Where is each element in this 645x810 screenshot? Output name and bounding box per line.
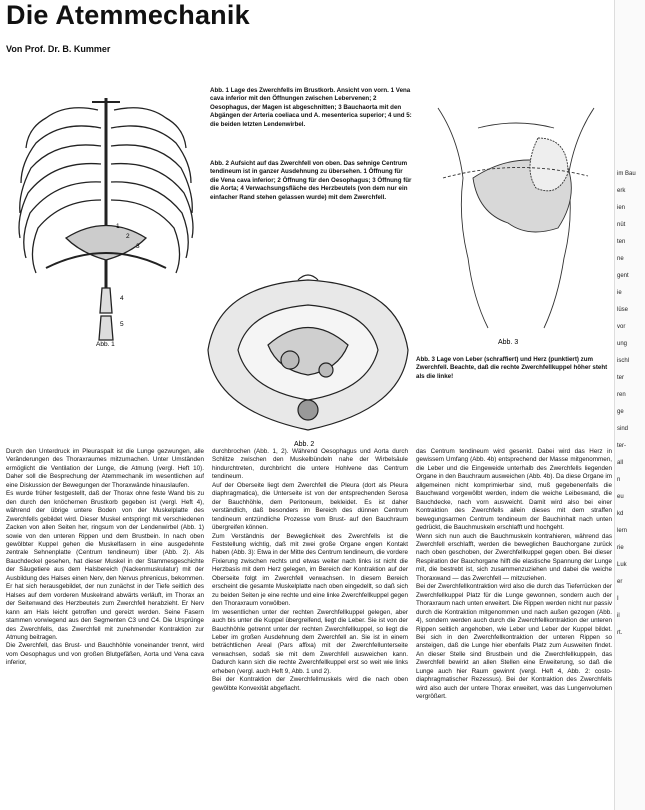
strip-fragment: all — [617, 460, 624, 466]
strip-fragment: gent — [617, 273, 629, 279]
strip-fragment: kd — [617, 511, 624, 517]
figure-abb2-diaphragm — [198, 250, 416, 450]
strip-fragment: n — [617, 477, 621, 483]
strip-fragment: im Bau — [617, 171, 636, 177]
strip-fragment: sind — [617, 426, 629, 432]
col1-paragraph: Die Zwerchfell, das Brust- und Bauchhöhle voneinander trennt, wird vom Oesophagus und von großen Blutgefäßen, Aorta und Vena cava inferior, — [6, 642, 204, 667]
abb3-label: Abb. 3 — [498, 339, 519, 346]
strip-fragment: ne — [617, 256, 624, 262]
strip-fragment: il — [617, 613, 620, 619]
caption-abb2: Abb. 2 Aufsicht auf das Zwerchfell von oben. Das sehnige Centrum tendineum ist in ganzer Ausdehnung zu übersehen. 1 Öffnung für die Vena cava inferior; 2 Öffnung für den Oesophagus; 3 Öffnung für die Aorta; 4 Verwachsungsfläche des Herzbeutels (von dem nur ein einfacher Rand stehen gelassen wurde) mit dem Zwerchfell. — [210, 160, 412, 201]
col3-paragraph: Bei der Zwerchfellkontraktion wird also die durch das Tieferrücken der Zwerchfellkuppel Platz für die Lunge gewonnen, sondern auch der Thoraxraum nach unten erweitert. Die Rippen werden nicht nur passiv durch die Kontraktion mitgenommen und nach außen gezogen (Abb. 4), sondern werden auch durch die Zwerchfellkontraktion der unteren Rippen seitlich angehoben, wie Leber und Leber der Kuppel bildet. Bei sich in den Zwerchfellkontraktion der unteren Rippen so ansteigen, daß die Lunge hier ebenfalls Platz zum Ausweiten findet. An dieser Stelle sind Brustbein und die Zwerchfellkuppeln, das Zwerchfell bewirkt an allen Stellen eine Erweiterung, so daß die Lunge auch hier Raum gewinnt (vergl. Heft 4, Abb. 2: costo-diaphragmatischer Rezessus). Bei der Kontraktion des Zwerchfells wird also auch der untere Thorax erweitert, was das Lungenvolumen vergrößert. — [416, 583, 612, 701]
caption-abb1: Abb. 1 Lage des Zwerchfells im Brustkorb. Ansicht von vorn. 1 Vena cava inferior mit den Öffnungen zwischen Lebervenen; 2 Oesophagus, der Magen ist abgeschnitten; 3 Bauchaorta mit den Abgängen der Arteria coeliaca und A. mesenterica superior; 4 und 5: die beiden letzten Lendenwirbel. — [210, 87, 412, 128]
figure-abb1-ribcage — [6, 88, 206, 348]
strip-fragment: lüse — [617, 307, 629, 313]
text-column-3 — [416, 448, 612, 808]
strip-fragment: ten — [617, 239, 626, 245]
strip-fragment: rie — [617, 545, 624, 551]
col2-paragraph: Bei der Kontraktion der Zwerchfellmuskels wird die nach oben gewölbte Konvexität abgeflacht. — [212, 676, 408, 692]
text-column-2 — [212, 448, 408, 808]
col2-paragraph: Auf der Oberseite liegt dem Zwerchfell die Pleura (dort als Pleura diaphragmatica), die Unterseite ist von der entsprechenden Serosa der Bauchhöhle, dem Peritoneum, bekleidet. Es ist daher verständlich, daß besonders im Bereich des dünnen Centrum tendineum entzündliche Prozesse vom Brust- auf den Bauchraum übergreifen können. — [212, 481, 408, 532]
strip-fragment: ischl — [617, 358, 630, 364]
strip-fragment: ung — [617, 341, 628, 347]
adjacent-page-strip — [614, 0, 645, 810]
strip-fragment: rt. — [617, 630, 623, 636]
abb2-label: Abb. 2 — [294, 441, 315, 448]
strip-fragment: ren — [617, 392, 626, 398]
strip-fragment: I — [617, 596, 619, 602]
strip-fragment: ge — [617, 409, 624, 415]
abb1-number-5: 5 — [120, 321, 124, 328]
col2-paragraph: Zum Verständnis der Beweglichkeit des Zwerchfells ist die Feststellung wichtig, daß mit zwei große Organe engen Kontakt haben (Abb. 3): Etwa in der Mitte des Centrum tendineum, die vordere Fixierung zwischen rechts und etwas weiter nach links ist nicht die Herzbasis mit dem Herz gelegen, im Bereich der Kontraktion auf der Oberseite folgt im Zwerchfell verwachsen. In diesem Bereich erscheint die gesamte Muskelplatte nach oben eingedellt, so daß sich zu beiden Seiten je eine rechte und eine linke Zwerchfellkuppel gegen den Thoraxraum vorwölben. — [212, 532, 408, 608]
strip-fragment: vor — [617, 324, 626, 330]
abb1-number-2: 2 — [126, 233, 130, 240]
strip-fragment: eu — [617, 494, 624, 500]
strip-fragment: ter — [617, 375, 625, 381]
page-title: Die Atemmechanik — [6, 0, 250, 30]
strip-fragment: erk — [617, 188, 626, 194]
text-column-1 — [6, 448, 204, 808]
figure-abb3-torso — [418, 88, 614, 348]
col1-paragraph: Es wurde früher festgestellt, daß der Thorax ohne feste Wand bis zu den durch den knöchernen Brustkorb gegeben ist (vergl. Heft 4), während der übrige untere Boden von der Muskelplatte des Zwerchfells gebildet wird. Dieser Muskel entspringt mit verschiedenen Zacken von allen Seiten her, ringsum von der Lendenwirbel (Abb. 1) sowie von den unteren Rippen und dem Brustbein. In nach oben gewölbter Kuppel gehen die Muskelfasern in eine ausgedehnte zentrale Sehnenplatte (Centrum tendineum) über (Abb. 2). Als Bauchdeckel gesehen, hat dieser Muskel in der Stammesgeschichte der Säugetiere aus dem Halsbereich (Nackenmuskulatur) mit der Ausbildung des Halses einen Nerv, den Nervus phrenicus, bekommen. Er hat sich herausgebildet, der nun zunächst in der Tiefe seitlich des Halses auf dem vorderen Muskelrand abwärts verläuft, im Thorax an der Seitenwand des Herzbeutels zum Zwerchfell herabzieht. Er Nerv kann am Hals leicht getroffen und gereizt werden. Seine Fasern stammen vorwiegend aus den Segmenten C3 und C4. Die Ursprünge des Zwerchfells, das Zwerchfell mit zunehmender Kontraktion zur Atmung beitragen. — [6, 490, 204, 641]
author-line: Von Prof. Dr. B. Kummer — [6, 44, 111, 54]
strip-fragment: ie — [617, 290, 622, 296]
col3-paragraph: das Centrum tendineum wird gesenkt. Dabei wird das Herz in gewissem Umfang (Abb. 4b) entsprechend der Masse mitgenommen, die Leber und die Eingeweide unterhalb des Zwerchfells liegenden Organe in den Bauchraum ausweichen (Abb. 4b). Da diese Organe im allgemeinen nicht komprimierbar sind, muß gegebenenfalls die Bauchwand vorgewölbt werden, indem die weiche Leibeswand, die Bauchdecke, nach vorn ausweicht. Damit wird also bei einer Kontraktion des Zwerchfells allein dieses mit dem straffen bewegungsarmen Centrum tendineum der Bauchinhalt nach unten gedrückt, die Bauchmuskeln erschlafft und hochgeht. — [416, 448, 612, 532]
abb1-number-1: 1 — [116, 223, 120, 230]
abb1-number-4: 4 — [120, 295, 124, 302]
strip-fragment: ien — [617, 205, 626, 211]
strip-fragment: lern — [617, 528, 628, 534]
caption-abb3: Abb. 3 Lage von Leber (schraffiert) und Herz (punktiert) zum Zwerchfell. Beachte, daß die rechte Zwerchfellkuppel höher steht als die linke! — [416, 356, 608, 380]
abb1-label: Abb. 1 — [96, 341, 115, 348]
abb1-number-3: 3 — [136, 243, 140, 250]
strip-fragment: ter- — [617, 443, 626, 449]
col2-paragraph: durchbrochen (Abb. 1, 2). Während Oesophagus und Aorta durch Schlitze zwischen den Muskelbündeln nahe der Wirbelsäule hindurchtreten, durchbricht die untere Hohlvene das Centrum tendineum. — [212, 448, 408, 481]
col2-paragraph: Im wesentlichen unter der rechten Zwerchfellkuppel gelegen, aber auch bis unter die Kuppel übergreifend, liegt die Leber. Sie ist von der Bauchhöhle getrennt unter der rechten Zwerchfellkuppel, so liegt die Leber im großen Ausdehnung dem Zwerchfell an. Sie ist in einem beträchtlichen Areal (Pars affixa) mit der Zwerchfellunterseite verwachsen, sodaß sie mit dem Zwerchfell ausweichen kann. Dadurch kann sich die rechte Zwerchfellkuppel erst so weit wie links erheben (vergl. auch Heft 9, Abb. 1 und 2). — [212, 608, 408, 675]
strip-fragment: Luk — [617, 562, 627, 568]
col1-paragraph: Durch den Unterdruck im Pleuraspalt ist die Lunge gezwungen, alle Veränderungen des Thoraxraumes mitzumachen. Unter Umständen ermöglicht die Ventilation der Lunge, die Atmung (vergl. Heft 10). Daher soll die Besprechung der Atemmechanik im wesentlichen auf eine Diskussion der Bewegungen der Thoraxwände hinauslaufen. — [6, 448, 204, 489]
strip-fragment: er — [617, 579, 623, 585]
strip-fragment: nüt — [617, 222, 626, 228]
col3-paragraph: Wenn sich nun auch die Bauchmuskeln kontrahieren, während das Zwerchfell erschlafft, werden die beweglichen Bauchorgane zurück nach oben geschoben, der Zwerchfellkuppel gegen oben. Bei dieser Respiration der Bauchorgane hilft die elastische Spannung der Lunge mit, die bestrebt ist, sich zusammenzuziehen und dabei die weiche Thoraxwand — das Zwerchfell — mitzuziehen. — [416, 532, 612, 582]
